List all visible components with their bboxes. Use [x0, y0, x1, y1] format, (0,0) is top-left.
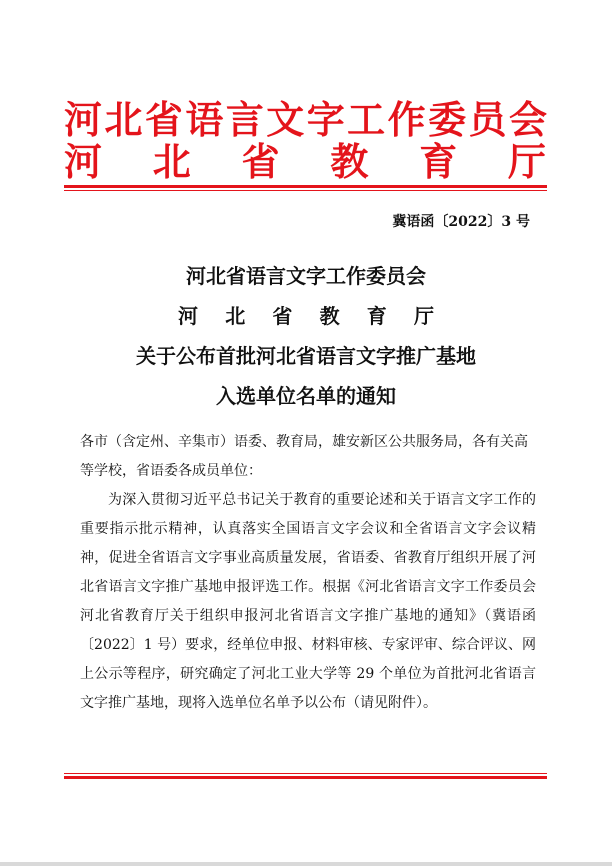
title-line-3: 关于公布首批河北省语言文字推广基地 [136, 344, 476, 368]
page-bottom-edge [0, 862, 612, 866]
letterhead-rule-thin [64, 190, 547, 191]
footer-rule-thick [64, 776, 547, 779]
addressee: 各市（含定州、辛集市）语委、教育局，雄安新区公共服务局，各有关高等学校，省语委各成员单位： [80, 434, 528, 479]
letterhead-issuer-1: 河北省语言文字工作委员会 [64, 97, 546, 142]
title-line-2: 河北省教育厅 [178, 304, 434, 328]
body-paragraph: 为深入贯彻习近平总书记关于教育的重要论述和关于语言文字工作的重要指示批示精神，认真落实全国语言文字会议和全省语言文字会议精神，促进全省语言文字事业高质量发展，省语委、省教育厅组织开展了河北省语言文字推广基地申报评选工作。根据《河北省语言文字工作委员会 河北省教育厅关于组织申报河北省语言文字推广基地的通知》（冀语函〔2022〕1 号）要求，经单位申报、材料审核、专家评审、综合评议、网上公示等程序，研究确定了河北工业大学等 29 个单位为首批河北省语言文字推广基地，现将入选单位名单予以公布（请见附件）。 [80, 492, 536, 711]
title-line-4: 入选单位名单的通知 [216, 384, 396, 408]
title-line-1: 河北省语言文字工作委员会 [186, 264, 426, 288]
letterhead-rule-thick [64, 185, 547, 188]
document-number: 冀语函〔2022〕3 号 [392, 214, 530, 230]
letterhead-issuer-2: 河北省教育厅 [64, 139, 546, 184]
footer-rule-thin [64, 773, 547, 774]
